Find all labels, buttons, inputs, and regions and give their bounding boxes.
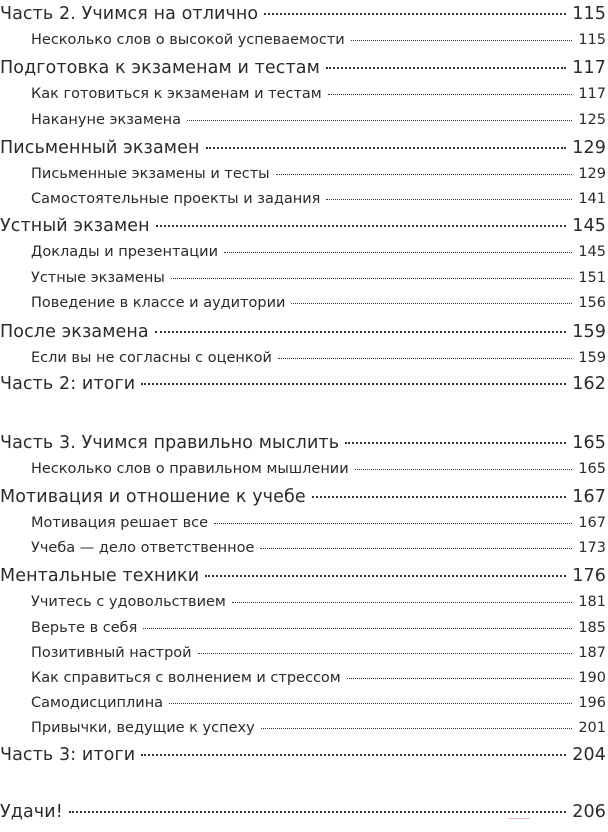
dot-leader [187, 120, 572, 121]
toc-entry [0, 745, 606, 765]
toc-entry-part-3 [0, 433, 606, 453]
dot-leader [351, 40, 573, 41]
toc-entry-title: Привычки, ведущие к успеху [31, 720, 255, 736]
toc-entry-page: 129 [572, 138, 606, 158]
toc-entry-title: Если вы не согласны с оценкой [31, 350, 272, 366]
toc-entry-page: 145 [578, 244, 606, 260]
dot-leader [69, 811, 566, 813]
toc-entry-title: Накануне экзамена [31, 112, 182, 128]
toc-entry-title: Часть 3. Учимся правильно мыслить [0, 433, 340, 453]
dot-leader [155, 331, 567, 333]
toc-entry-page: 125 [578, 112, 606, 128]
toc-entry-page: 156 [578, 295, 606, 311]
toc-subentry [0, 620, 606, 636]
toc-entry-title: Как готовиться к экзаменам и тестам [31, 86, 322, 102]
dot-leader [143, 628, 572, 629]
toc-subentry [0, 86, 606, 102]
toc-entry-title: Часть 2: итоги [0, 374, 136, 394]
dot-leader [312, 496, 567, 498]
toc-subentry [0, 695, 606, 711]
toc-entry-title: Несколько слов о правильном мышлении [31, 461, 349, 477]
dot-leader [169, 703, 572, 704]
toc-entry-title: Мотивация решает все [31, 515, 209, 531]
dot-leader [291, 303, 572, 304]
toc-subentry [0, 515, 606, 531]
toc-entry-title: Мотивация и отношение к учебе [0, 487, 306, 507]
toc-entry-title: Подготовка к экзаменам и тестам [0, 58, 320, 78]
dot-leader [278, 358, 572, 359]
dot-leader [141, 383, 566, 385]
toc-entry-title: Самостоятельные проекты и задания [31, 191, 321, 207]
toc-subentry [0, 594, 606, 610]
toc-entry-page: 165 [572, 433, 606, 453]
toc-subentry [0, 540, 606, 556]
toc-entry-title: После экзамена [0, 322, 149, 342]
toc-subentry [0, 670, 606, 686]
dot-leader [260, 548, 572, 549]
toc-entry-page: 117 [578, 86, 606, 102]
toc-entry-title: Поведение в классе и аудитории [31, 295, 286, 311]
dot-leader [206, 147, 567, 149]
dot-leader [205, 575, 566, 577]
dot-leader [276, 174, 573, 175]
toc-entry-page: 159 [578, 350, 606, 366]
page-edge-mark [508, 818, 530, 831]
toc-subentry [0, 32, 606, 48]
toc-entry-page: 115 [578, 32, 606, 48]
toc-entry-title: Позитивный настрой [31, 645, 192, 661]
toc-entry-page: 173 [578, 540, 606, 556]
toc-entry-title: Удачи! [0, 802, 63, 822]
dot-leader [326, 67, 566, 69]
toc-entry-title: Верьте в себя [31, 620, 138, 636]
toc-entry-title: Учитесь с удовольствием [31, 594, 226, 610]
dot-leader [326, 199, 572, 200]
toc-entry-page: 159 [572, 322, 606, 342]
toc-subentry [0, 720, 606, 736]
dot-leader [214, 523, 572, 524]
dot-leader [141, 754, 566, 756]
toc-entry-title: Самодисциплина [31, 695, 164, 711]
dot-leader [156, 225, 567, 227]
dot-leader [328, 94, 573, 95]
toc-subentry [0, 166, 606, 182]
toc-entry [0, 374, 606, 394]
toc-entry-page: 187 [578, 645, 606, 661]
toc-subentry [0, 350, 606, 366]
toc-entry [0, 487, 606, 507]
toc-entry-title: Письменные экзамены и тесты [31, 166, 270, 182]
toc-entry-page: 141 [578, 191, 606, 207]
dot-leader [261, 728, 573, 729]
toc-entry-page: 129 [578, 166, 606, 182]
toc-entry-page: 162 [572, 374, 606, 394]
toc-entry-page: 151 [578, 270, 606, 286]
toc-entry-page: 117 [572, 58, 606, 78]
dot-leader [224, 252, 572, 253]
toc-subentry [0, 244, 606, 260]
toc-entry-page: 190 [578, 670, 606, 686]
toc-subentry [0, 191, 606, 207]
toc-entry-page: 176 [572, 566, 606, 586]
toc-entry-page: 201 [578, 720, 606, 736]
toc-subentry [0, 645, 606, 661]
dot-leader [171, 278, 572, 279]
toc-entry-page: 181 [578, 594, 606, 610]
toc-entry-title: Доклады и презентации [31, 244, 218, 260]
toc-subentry [0, 112, 606, 128]
toc-subentry [0, 295, 606, 311]
toc-entry-title: Как справиться с волнением и стрессом [31, 670, 341, 686]
toc-entry-page: 145 [572, 216, 606, 236]
toc-entry [0, 138, 606, 158]
toc-entry [0, 58, 606, 78]
toc-entry [0, 566, 606, 586]
toc-entry [0, 322, 606, 342]
toc-entry-title: Часть 2. Учимся на отлично [0, 4, 259, 24]
toc-subentry [0, 461, 606, 477]
toc-entry-page: 167 [572, 487, 606, 507]
dot-leader [345, 442, 566, 444]
toc-entry-title: Устный экзамен [0, 216, 150, 236]
toc-entry-title: Письменный экзамен [0, 138, 200, 158]
toc-entry [0, 216, 606, 236]
dot-leader [264, 13, 566, 15]
toc-entry-part-2 [0, 4, 606, 24]
toc-entry-title: Ментальные техники [0, 566, 200, 586]
toc-entry-page: 185 [578, 620, 606, 636]
toc-entry-page: 196 [578, 695, 606, 711]
toc-entry-page: 204 [572, 745, 606, 765]
toc-entry-title: Часть 3: итоги [0, 745, 136, 765]
toc-entry-title: Устные экзамены [31, 270, 165, 286]
dot-leader [355, 469, 573, 470]
toc-entry-page: 167 [578, 515, 606, 531]
toc-subentry [0, 270, 606, 286]
dot-leader [198, 653, 573, 654]
toc-entry-page: 206 [572, 802, 606, 822]
dot-leader [347, 678, 573, 679]
toc-entry-page: 165 [578, 461, 606, 477]
toc-entry-page: 115 [572, 4, 606, 24]
toc-entry-title: Учеба — дело ответственное [31, 540, 255, 556]
dot-leader [232, 602, 572, 603]
toc-entry-title: Несколько слов о высокой успеваемости [31, 32, 345, 48]
